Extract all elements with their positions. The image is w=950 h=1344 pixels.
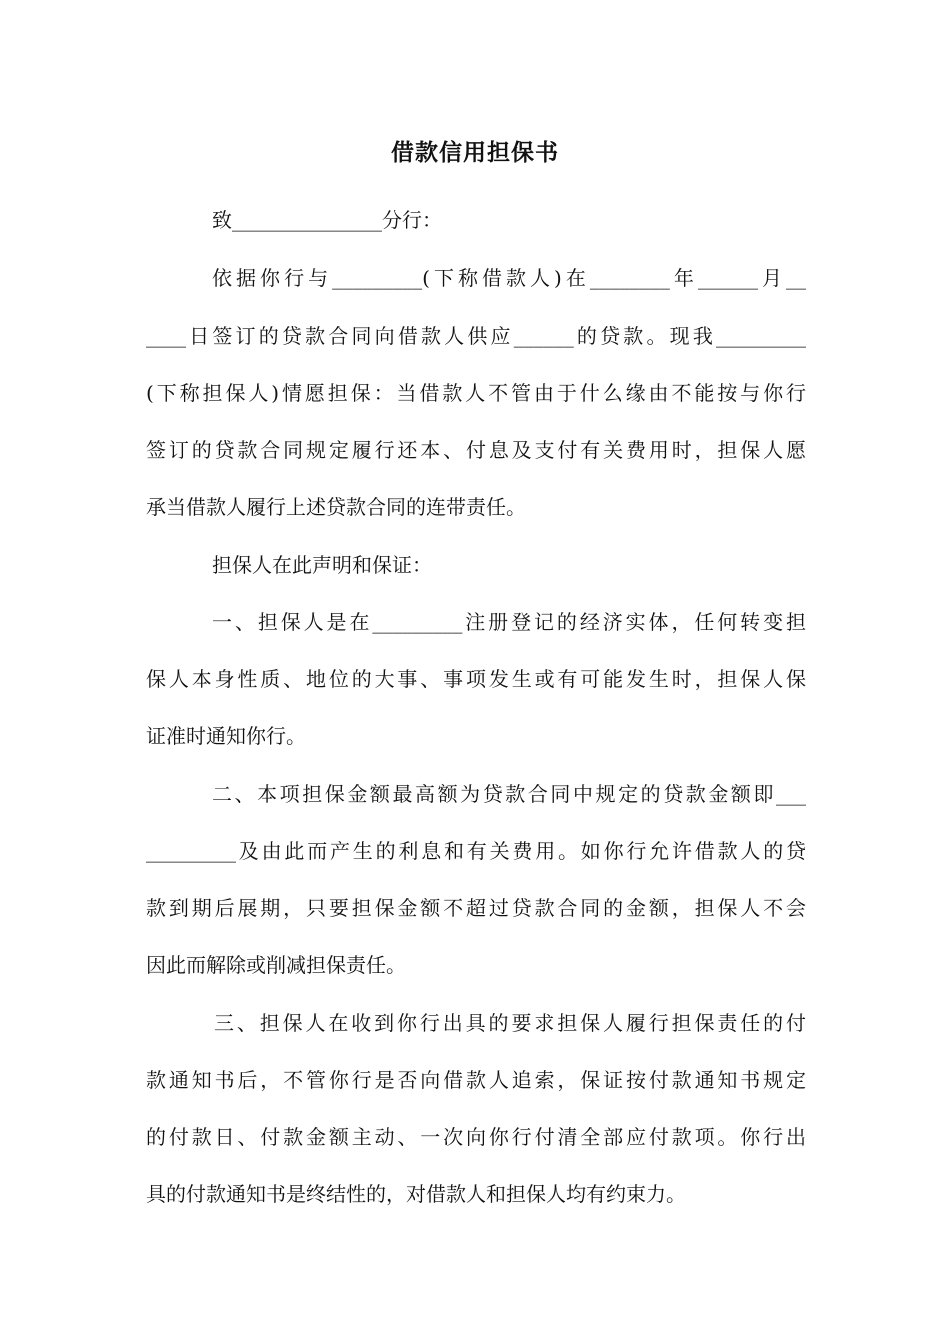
clause-three-line: 具的付款通知书是终结性的，对借款人和担保人均有约束力。 bbox=[146, 1182, 686, 1206]
clause-one-line: 一、担保人是在_________注册登记的经济实体，任何转变担 bbox=[212, 610, 806, 634]
clause-two-line: 二、本项担保金额最高额为贷款合同中规定的贷款金额即___ bbox=[212, 782, 806, 806]
salutation-line: 致_______________分行： bbox=[212, 208, 442, 232]
clause-one-line: 证准时通知你行。 bbox=[146, 724, 306, 748]
body-line: ____日签订的贷款合同向借款人供应______的贷款。现我_________ bbox=[146, 324, 806, 348]
clause-two-line: 因此而解除或削减担保责任。 bbox=[146, 953, 406, 977]
clause-two-line: _________及由此而产生的利息和有关费用。如你行允许借款人的贷 bbox=[146, 839, 806, 863]
document-title: 借款信用担保书 bbox=[391, 139, 559, 166]
body-line: 依据你行与_________(下称借款人)在________年______月__ bbox=[212, 266, 806, 290]
body-line: 签订的贷款合同规定履行还本、付息及支付有关费用时，担保人愿 bbox=[146, 438, 806, 462]
clause-three-line: 三、担保人在收到你行出具的要求担保人履行担保责任的付 bbox=[214, 1011, 806, 1035]
body-line: 承当借款人履行上述贷款合同的连带责任。 bbox=[146, 495, 526, 519]
clause-three-line: 的付款日、付款金额主动、一次向你行付清全部应付款项。你行出 bbox=[146, 1125, 806, 1149]
declaration-intro: 担保人在此声明和保证： bbox=[212, 553, 432, 577]
clause-one-line: 保人本身性质、地位的大事、事项发生或有可能发生时，担保人保 bbox=[146, 667, 806, 691]
clause-three-line: 款通知书后，不管你行是否向借款人追索，保证按付款通知书规定 bbox=[146, 1068, 806, 1092]
clause-two-line: 款到期后展期，只要担保金额不超过贷款合同的金额，担保人不会 bbox=[146, 896, 806, 920]
body-line: (下称担保人)情愿担保：当借款人不管由于什么缘由不能按与你行 bbox=[146, 381, 806, 405]
